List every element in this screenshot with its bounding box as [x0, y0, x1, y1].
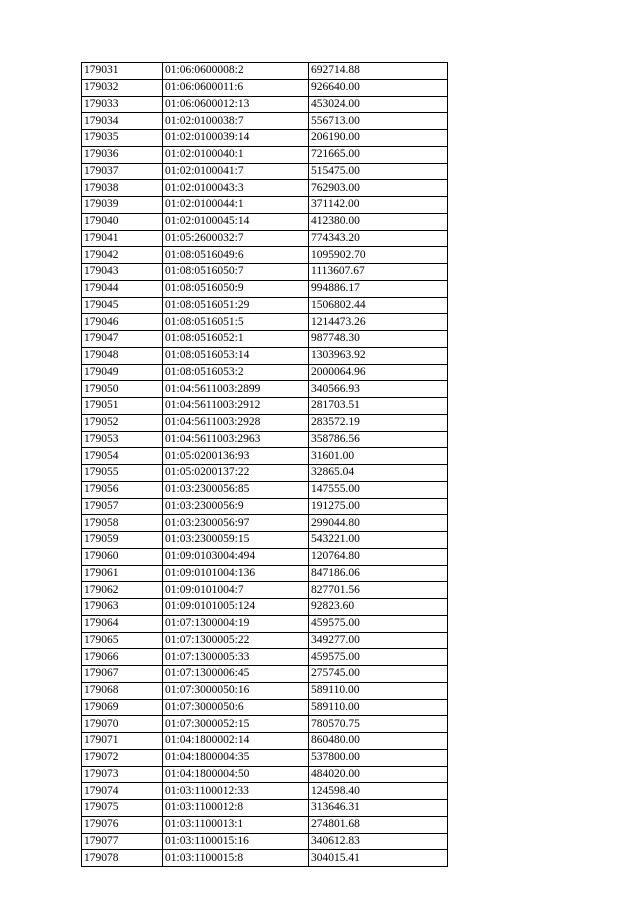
cadastral-number-cell: 01:03:2300059:15: [163, 532, 309, 549]
value-cell: 453024.00: [309, 96, 448, 113]
table-row: [82, 113, 448, 130]
table-row: [82, 230, 448, 247]
value-cell: 2000064.96: [309, 364, 448, 381]
value-cell: 191275.00: [309, 498, 448, 515]
row-id-cell: 179063: [82, 599, 163, 616]
cadastral-number-cell: 01:02:0100044:1: [163, 197, 309, 214]
cadastral-number-cell: 01:03:1100012:33: [163, 783, 309, 800]
value-cell: 926640.00: [309, 79, 448, 96]
cadastral-number-cell: 01:09:0101004:7: [163, 582, 309, 599]
value-cell: 313646.31: [309, 800, 448, 817]
row-id-cell: 179035: [82, 130, 163, 147]
cadastral-number-cell: 01:07:1300006:45: [163, 666, 309, 683]
row-id-cell: 179069: [82, 699, 163, 716]
value-cell: 206190.00: [309, 130, 448, 147]
cadastral-number-cell: 01:04:1800004:50: [163, 766, 309, 783]
table-row: [82, 716, 448, 733]
table-row: [82, 130, 448, 147]
value-cell: 281703.51: [309, 398, 448, 415]
cadastral-number-cell: 01:03:1100013:1: [163, 816, 309, 833]
cadastral-number-cell: 01:05:2600032:7: [163, 230, 309, 247]
table-row: [82, 615, 448, 632]
cadastral-number-cell: 01:04:5611003:2928: [163, 414, 309, 431]
cadastral-number-cell: 01:08:0516051:29: [163, 297, 309, 314]
table-row: [82, 347, 448, 364]
row-id-cell: 179045: [82, 297, 163, 314]
row-id-cell: 179065: [82, 632, 163, 649]
cadastral-number-cell: 01:07:3000050:16: [163, 682, 309, 699]
row-id-cell: 179048: [82, 347, 163, 364]
cadastral-number-cell: 01:04:5611003:2963: [163, 431, 309, 448]
cadastral-number-cell: 01:02:0100041:7: [163, 163, 309, 180]
table-row: [82, 297, 448, 314]
value-cell: 847186.06: [309, 565, 448, 582]
value-cell: 32865.04: [309, 465, 448, 482]
row-id-cell: 179062: [82, 582, 163, 599]
row-id-cell: 179078: [82, 850, 163, 867]
value-cell: 1303963.92: [309, 347, 448, 364]
cadastral-number-cell: 01:06:0600011:6: [163, 79, 309, 96]
row-id-cell: 179060: [82, 548, 163, 565]
value-cell: 589110.00: [309, 682, 448, 699]
table-row: [82, 398, 448, 415]
cadastral-number-cell: 01:02:0100040:1: [163, 146, 309, 163]
cadastral-number-cell: 01:03:2300056:9: [163, 498, 309, 515]
value-cell: 987748.30: [309, 331, 448, 348]
table-row: [82, 213, 448, 230]
row-id-cell: 179054: [82, 448, 163, 465]
cadastral-number-cell: 01:09:0101005:124: [163, 599, 309, 616]
value-cell: 692714.88: [309, 63, 448, 80]
table-row: [82, 163, 448, 180]
row-id-cell: 179041: [82, 230, 163, 247]
table-row: [82, 280, 448, 297]
table-row: [82, 79, 448, 96]
table-row: [82, 364, 448, 381]
value-cell: 721665.00: [309, 146, 448, 163]
table-body: [82, 63, 448, 867]
row-id-cell: 179055: [82, 465, 163, 482]
value-cell: 556713.00: [309, 113, 448, 130]
cadastral-number-cell: 01:06:0600012:13: [163, 96, 309, 113]
row-id-cell: 179043: [82, 264, 163, 281]
value-cell: 371142.00: [309, 197, 448, 214]
row-id-cell: 179046: [82, 314, 163, 331]
row-id-cell: 179040: [82, 213, 163, 230]
table-row: [82, 481, 448, 498]
row-id-cell: 179051: [82, 398, 163, 415]
row-id-cell: 179050: [82, 381, 163, 398]
table-row: [82, 532, 448, 549]
value-cell: 543221.00: [309, 532, 448, 549]
cadastral-number-cell: 01:03:2300056:85: [163, 481, 309, 498]
row-id-cell: 179064: [82, 615, 163, 632]
row-id-cell: 179038: [82, 180, 163, 197]
value-cell: 1506802.44: [309, 297, 448, 314]
value-cell: 515475.00: [309, 163, 448, 180]
value-cell: 537800.00: [309, 749, 448, 766]
cadastral-number-cell: 01:07:3000050:6: [163, 699, 309, 716]
value-cell: 827701.56: [309, 582, 448, 599]
cadastral-number-cell: 01:08:0516053:2: [163, 364, 309, 381]
value-cell: 762903.00: [309, 180, 448, 197]
value-cell: 1095902.70: [309, 247, 448, 264]
row-id-cell: 179036: [82, 146, 163, 163]
row-id-cell: 179056: [82, 481, 163, 498]
table-row: [82, 465, 448, 482]
row-id-cell: 179059: [82, 532, 163, 549]
cadastral-number-cell: 01:02:0100038:7: [163, 113, 309, 130]
cadastral-number-cell: 01:05:0200137:22: [163, 465, 309, 482]
value-cell: 283572.19: [309, 414, 448, 431]
value-cell: 304015.41: [309, 850, 448, 867]
table-row: [82, 146, 448, 163]
cadastral-number-cell: 01:04:1800002:14: [163, 733, 309, 750]
row-id-cell: 179071: [82, 733, 163, 750]
row-id-cell: 179066: [82, 649, 163, 666]
row-id-cell: 179072: [82, 749, 163, 766]
row-id-cell: 179075: [82, 800, 163, 817]
cadastral-number-cell: 01:07:3000052:15: [163, 716, 309, 733]
table-row: [82, 331, 448, 348]
table-row: [82, 548, 448, 565]
table-row: [82, 816, 448, 833]
row-id-cell: 179076: [82, 816, 163, 833]
table-row: [82, 565, 448, 582]
cadastral-number-cell: 01:03:1100012:8: [163, 800, 309, 817]
cadastral-number-cell: 01:08:0516052:1: [163, 331, 309, 348]
cadastral-number-cell: 01:07:1300005:33: [163, 649, 309, 666]
row-id-cell: 179049: [82, 364, 163, 381]
cadastral-number-cell: 01:09:0101004:136: [163, 565, 309, 582]
row-id-cell: 179052: [82, 414, 163, 431]
cadastral-number-cell: 01:04:5611003:2912: [163, 398, 309, 415]
row-id-cell: 179070: [82, 716, 163, 733]
cadastral-number-cell: 01:07:1300005:22: [163, 632, 309, 649]
cadastral-number-cell: 01:03:1100015:16: [163, 833, 309, 850]
table-row: [82, 264, 448, 281]
cadastral-number-cell: 01:09:0103004:494: [163, 548, 309, 565]
table-row: [82, 197, 448, 214]
table-row: [82, 247, 448, 264]
table-row: [82, 766, 448, 783]
value-cell: 120764.80: [309, 548, 448, 565]
row-id-cell: 179042: [82, 247, 163, 264]
value-cell: 299044.80: [309, 515, 448, 532]
cadastral-number-cell: 01:08:0516053:14: [163, 347, 309, 364]
value-cell: 589110.00: [309, 699, 448, 716]
row-id-cell: 179047: [82, 331, 163, 348]
table-row: [82, 733, 448, 750]
value-cell: 780570.75: [309, 716, 448, 733]
row-id-cell: 179058: [82, 515, 163, 532]
row-id-cell: 179044: [82, 280, 163, 297]
cadastral-number-cell: 01:04:1800004:35: [163, 749, 309, 766]
cadastral-number-cell: 01:08:0516051:5: [163, 314, 309, 331]
cadastral-number-cell: 01:03:1100015:8: [163, 850, 309, 867]
table-row: [82, 448, 448, 465]
table-row: [82, 582, 448, 599]
cadastral-number-cell: 01:07:1300004:19: [163, 615, 309, 632]
row-id-cell: 179033: [82, 96, 163, 113]
table-row: [82, 833, 448, 850]
row-id-cell: 179039: [82, 197, 163, 214]
value-cell: 340566.93: [309, 381, 448, 398]
value-cell: 1214473.26: [309, 314, 448, 331]
value-cell: 349277.00: [309, 632, 448, 649]
row-id-cell: 179061: [82, 565, 163, 582]
table-row: [82, 599, 448, 616]
cadastral-number-cell: 01:03:2300056:97: [163, 515, 309, 532]
cadastral-number-cell: 01:08:0516050:9: [163, 280, 309, 297]
table-row: [82, 850, 448, 867]
table-row: [82, 632, 448, 649]
value-cell: 340612.83: [309, 833, 448, 850]
data-table: [81, 62, 448, 867]
table-row: [82, 649, 448, 666]
row-id-cell: 179068: [82, 682, 163, 699]
table-row: [82, 699, 448, 716]
table-row: [82, 749, 448, 766]
value-cell: 484020.00: [309, 766, 448, 783]
cadastral-number-cell: 01:02:0100045:14: [163, 213, 309, 230]
table-row: [82, 414, 448, 431]
value-cell: 147555.00: [309, 481, 448, 498]
value-cell: 275745.00: [309, 666, 448, 683]
table-row: [82, 498, 448, 515]
value-cell: 412380.00: [309, 213, 448, 230]
row-id-cell: 179077: [82, 833, 163, 850]
value-cell: 1113607.67: [309, 264, 448, 281]
table-row: [82, 431, 448, 448]
table-row: [82, 180, 448, 197]
value-cell: 31601.00: [309, 448, 448, 465]
value-cell: 92823.60: [309, 599, 448, 616]
table-row: [82, 682, 448, 699]
table-row: [82, 666, 448, 683]
value-cell: 124598.40: [309, 783, 448, 800]
value-cell: 459575.00: [309, 615, 448, 632]
cadastral-number-cell: 01:04:5611003:2899: [163, 381, 309, 398]
table-row: [82, 783, 448, 800]
table-row: [82, 314, 448, 331]
value-cell: 774343.20: [309, 230, 448, 247]
value-cell: 274801.68: [309, 816, 448, 833]
table-row: [82, 800, 448, 817]
row-id-cell: 179053: [82, 431, 163, 448]
row-id-cell: 179037: [82, 163, 163, 180]
cadastral-number-cell: 01:02:0100043:3: [163, 180, 309, 197]
cadastral-number-cell: 01:08:0516050:7: [163, 264, 309, 281]
row-id-cell: 179031: [82, 63, 163, 80]
cadastral-number-cell: 01:05:0200136:93: [163, 448, 309, 465]
value-cell: 358786.56: [309, 431, 448, 448]
value-cell: 860480.00: [309, 733, 448, 750]
value-cell: 994886.17: [309, 280, 448, 297]
row-id-cell: 179034: [82, 113, 163, 130]
cadastral-number-cell: 01:06:0600008:2: [163, 63, 309, 80]
row-id-cell: 179067: [82, 666, 163, 683]
row-id-cell: 179073: [82, 766, 163, 783]
cadastral-number-cell: 01:08:0516049:6: [163, 247, 309, 264]
table-row: [82, 63, 448, 80]
table-row: [82, 96, 448, 113]
row-id-cell: 179032: [82, 79, 163, 96]
row-id-cell: 179074: [82, 783, 163, 800]
table-row: [82, 381, 448, 398]
row-id-cell: 179057: [82, 498, 163, 515]
cadastral-number-cell: 01:02:0100039:14: [163, 130, 309, 147]
table-row: [82, 515, 448, 532]
value-cell: 459575.00: [309, 649, 448, 666]
